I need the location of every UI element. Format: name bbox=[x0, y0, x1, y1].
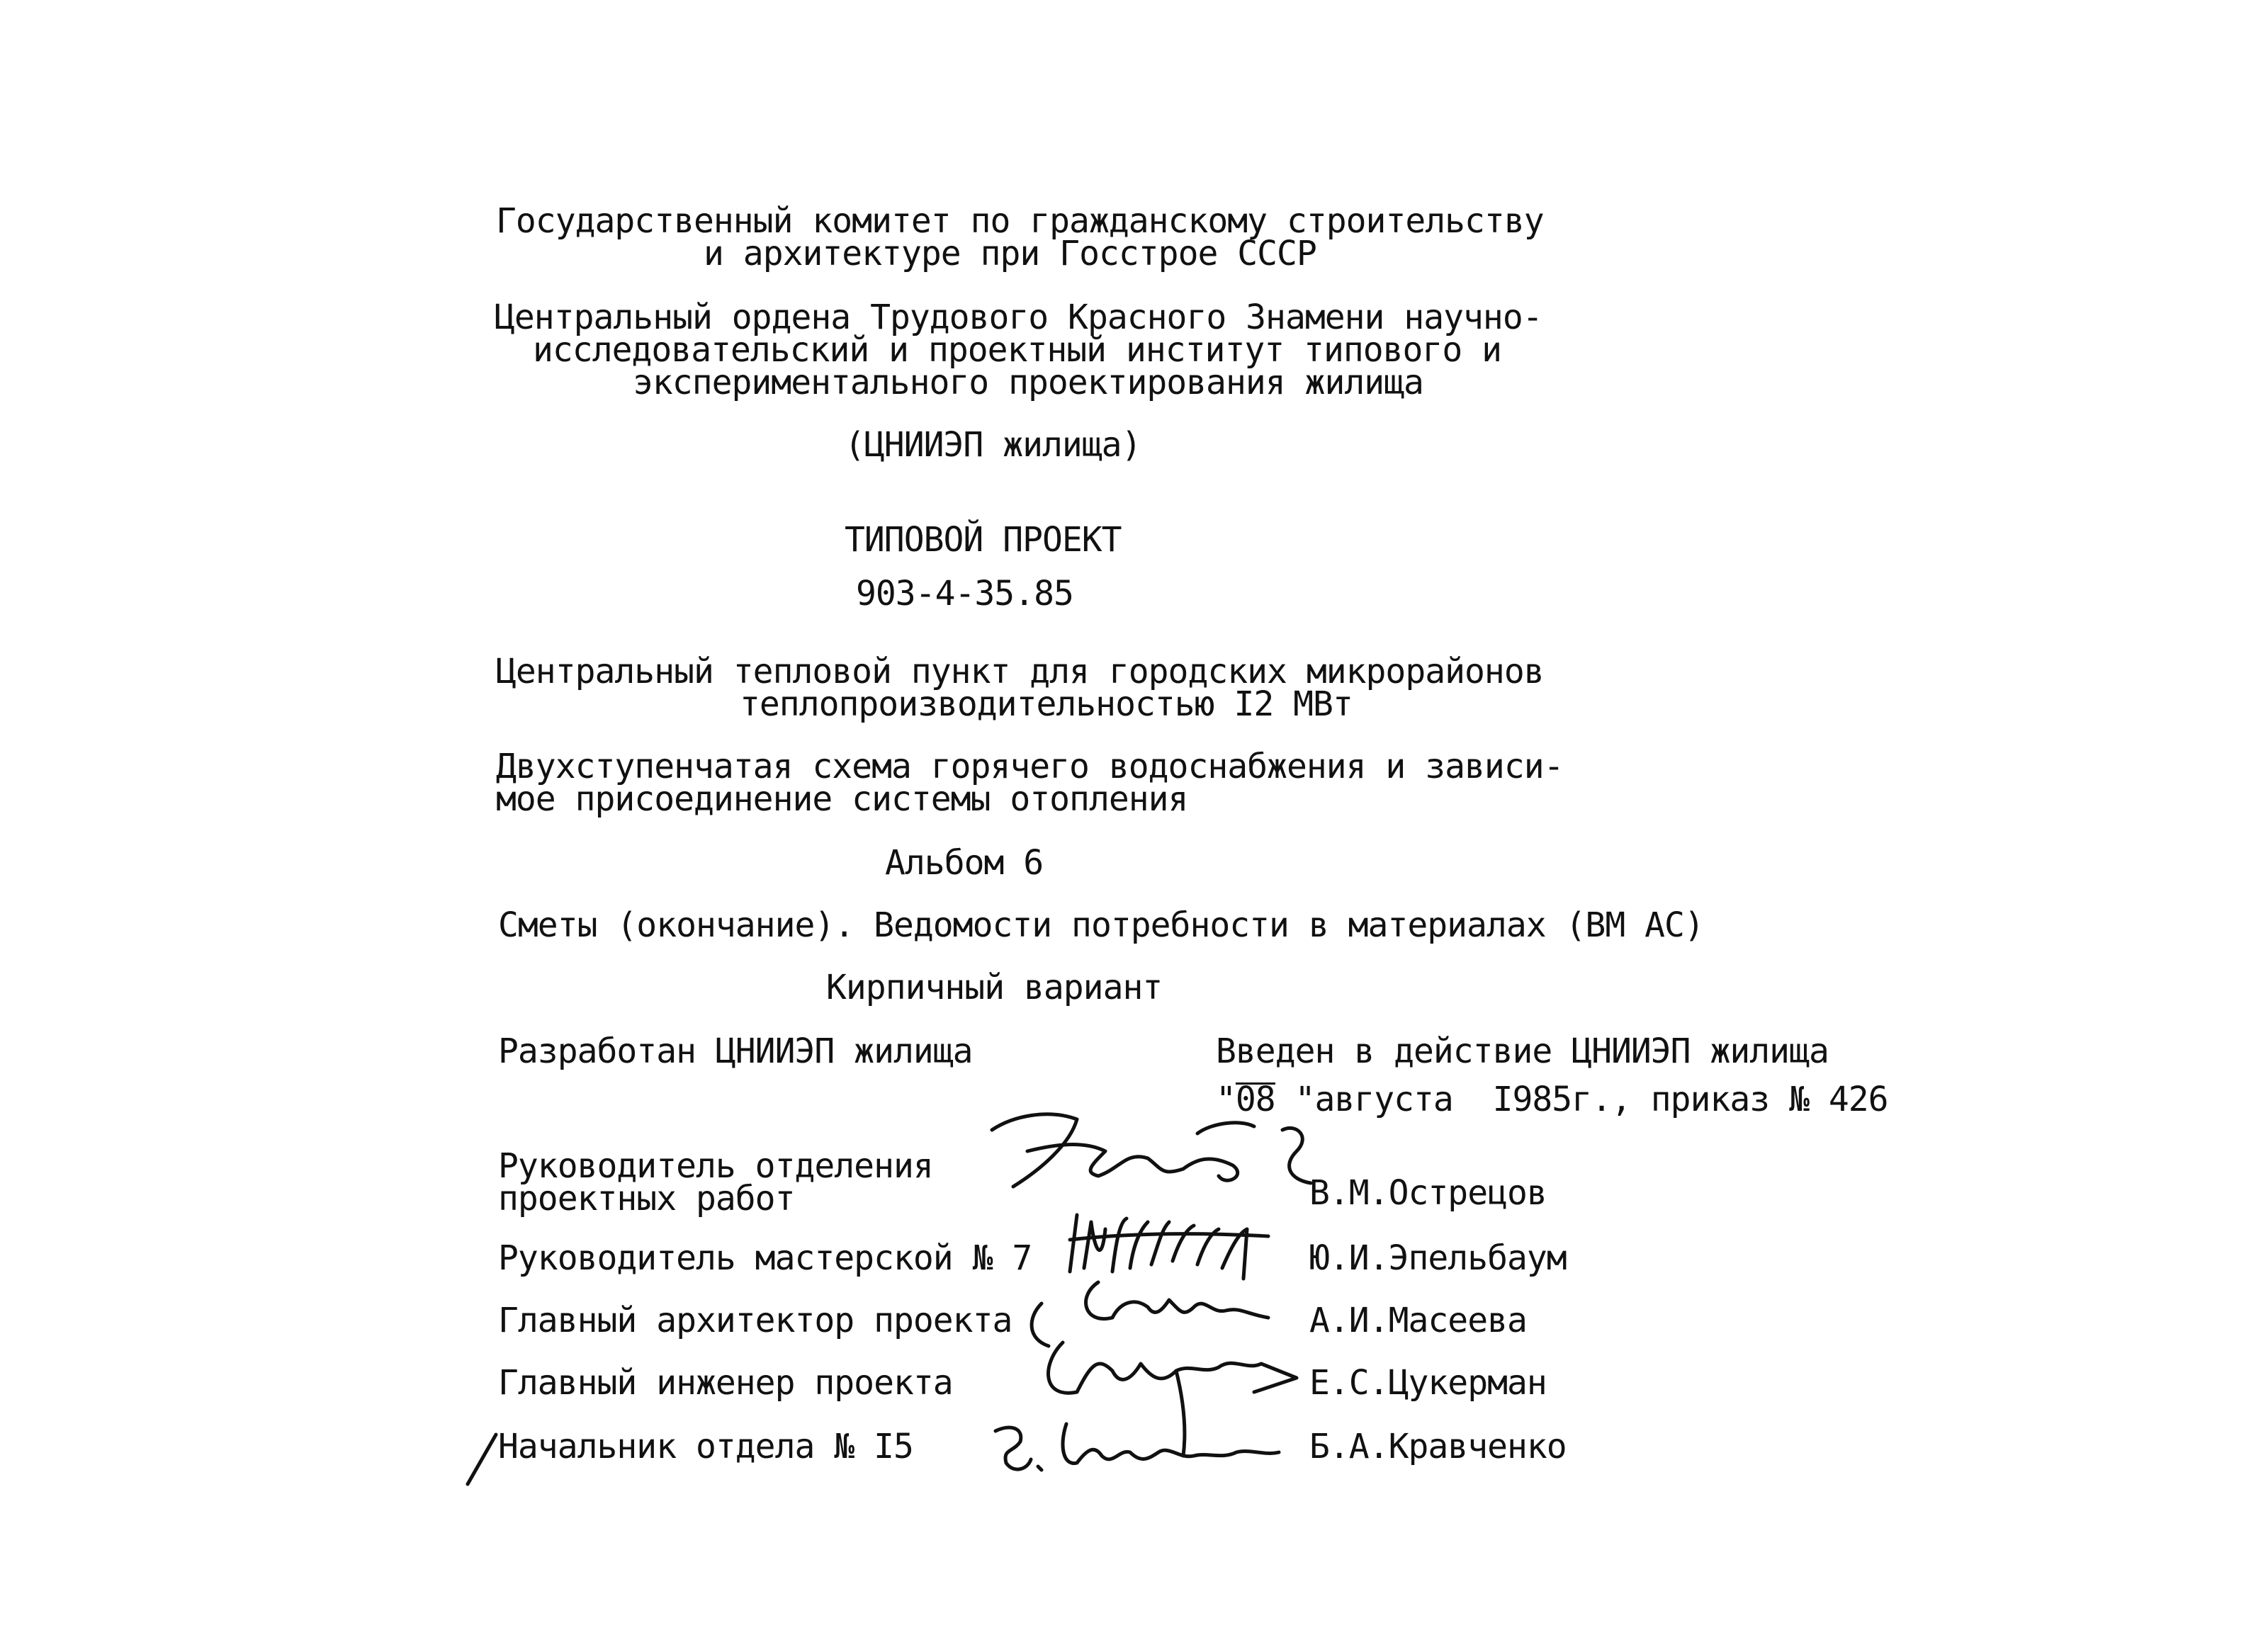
project-title-line-1: Центральный тепловой пункт для городских микрорайонов bbox=[496, 652, 1544, 691]
committee-line-1: Государственный комитет по гражданскому строительству bbox=[496, 201, 1544, 241]
institute-abbreviation: (ЦНИИЭП жилища) bbox=[845, 425, 1141, 465]
signatory-2-position: Руководитель мастерской № 7 bbox=[498, 1238, 1032, 1278]
contents-line: Сметы (окончание). Ведомости потребности в материалах (ВМ АС) bbox=[498, 905, 1704, 945]
project-number: 903-4-35.85 bbox=[856, 574, 1073, 613]
institute-line-3: экспериментального проектирования жилища bbox=[633, 363, 1423, 402]
scheme-line-2: мое присоединение системы отопления bbox=[496, 779, 1188, 819]
signatory-5-name: Б.А.Кравченко bbox=[1309, 1427, 1567, 1466]
signature-5-icon bbox=[981, 1410, 1286, 1488]
date-rest: "августа I985г., приказ № 426 bbox=[1275, 1080, 1888, 1119]
developed-by: Разработан ЦНИИЭП жилища bbox=[498, 1031, 973, 1071]
institute-line-2: исследовательский и проектный институт типового и bbox=[533, 330, 1502, 370]
scheme-line-1: Двухступенчатая схема горячего водоснабжения и зависи- bbox=[496, 747, 1564, 786]
signatory-1-position-line-1: Руководитель отделения bbox=[498, 1146, 933, 1186]
date-day: 08 bbox=[1235, 1080, 1275, 1119]
margin-mark-icon bbox=[461, 1427, 503, 1491]
project-type-label: ТИПОВОЙ ПРОЕКТ bbox=[845, 520, 1122, 560]
date-quote: " bbox=[1216, 1080, 1236, 1119]
committee-line-2: и архитектуре при Госстрое СССР bbox=[704, 234, 1316, 273]
signatory-1-name: В.М.Острецов bbox=[1309, 1173, 1547, 1213]
variant-label: Кирпичный вариант bbox=[826, 968, 1163, 1007]
album-label: Альбом 6 bbox=[885, 843, 1044, 883]
signature-1-icon bbox=[985, 1102, 1325, 1208]
signatory-2-name: Ю.И.Эпельбаум bbox=[1309, 1238, 1567, 1278]
signatory-3-position: Главный архитектор проекта bbox=[498, 1301, 1012, 1340]
signatory-3-name: А.И.Масеева bbox=[1309, 1301, 1527, 1340]
signatory-4-position: Главный инженер проекта bbox=[498, 1363, 953, 1403]
institute-line-1: Центральный ордена Трудового Красного Знамени научно- bbox=[495, 298, 1542, 337]
signatory-1-position-line-2: проектных работ bbox=[498, 1179, 795, 1218]
signatory-5-position: Начальник отдела № I5 bbox=[498, 1427, 913, 1466]
project-title-line-2: теплопроизводительностью I2 МВт bbox=[740, 684, 1353, 724]
signatory-4-name: Е.С.Цукерман bbox=[1309, 1363, 1547, 1403]
introduced-by: Введен в действие ЦНИИЭП жилища bbox=[1216, 1031, 1829, 1071]
